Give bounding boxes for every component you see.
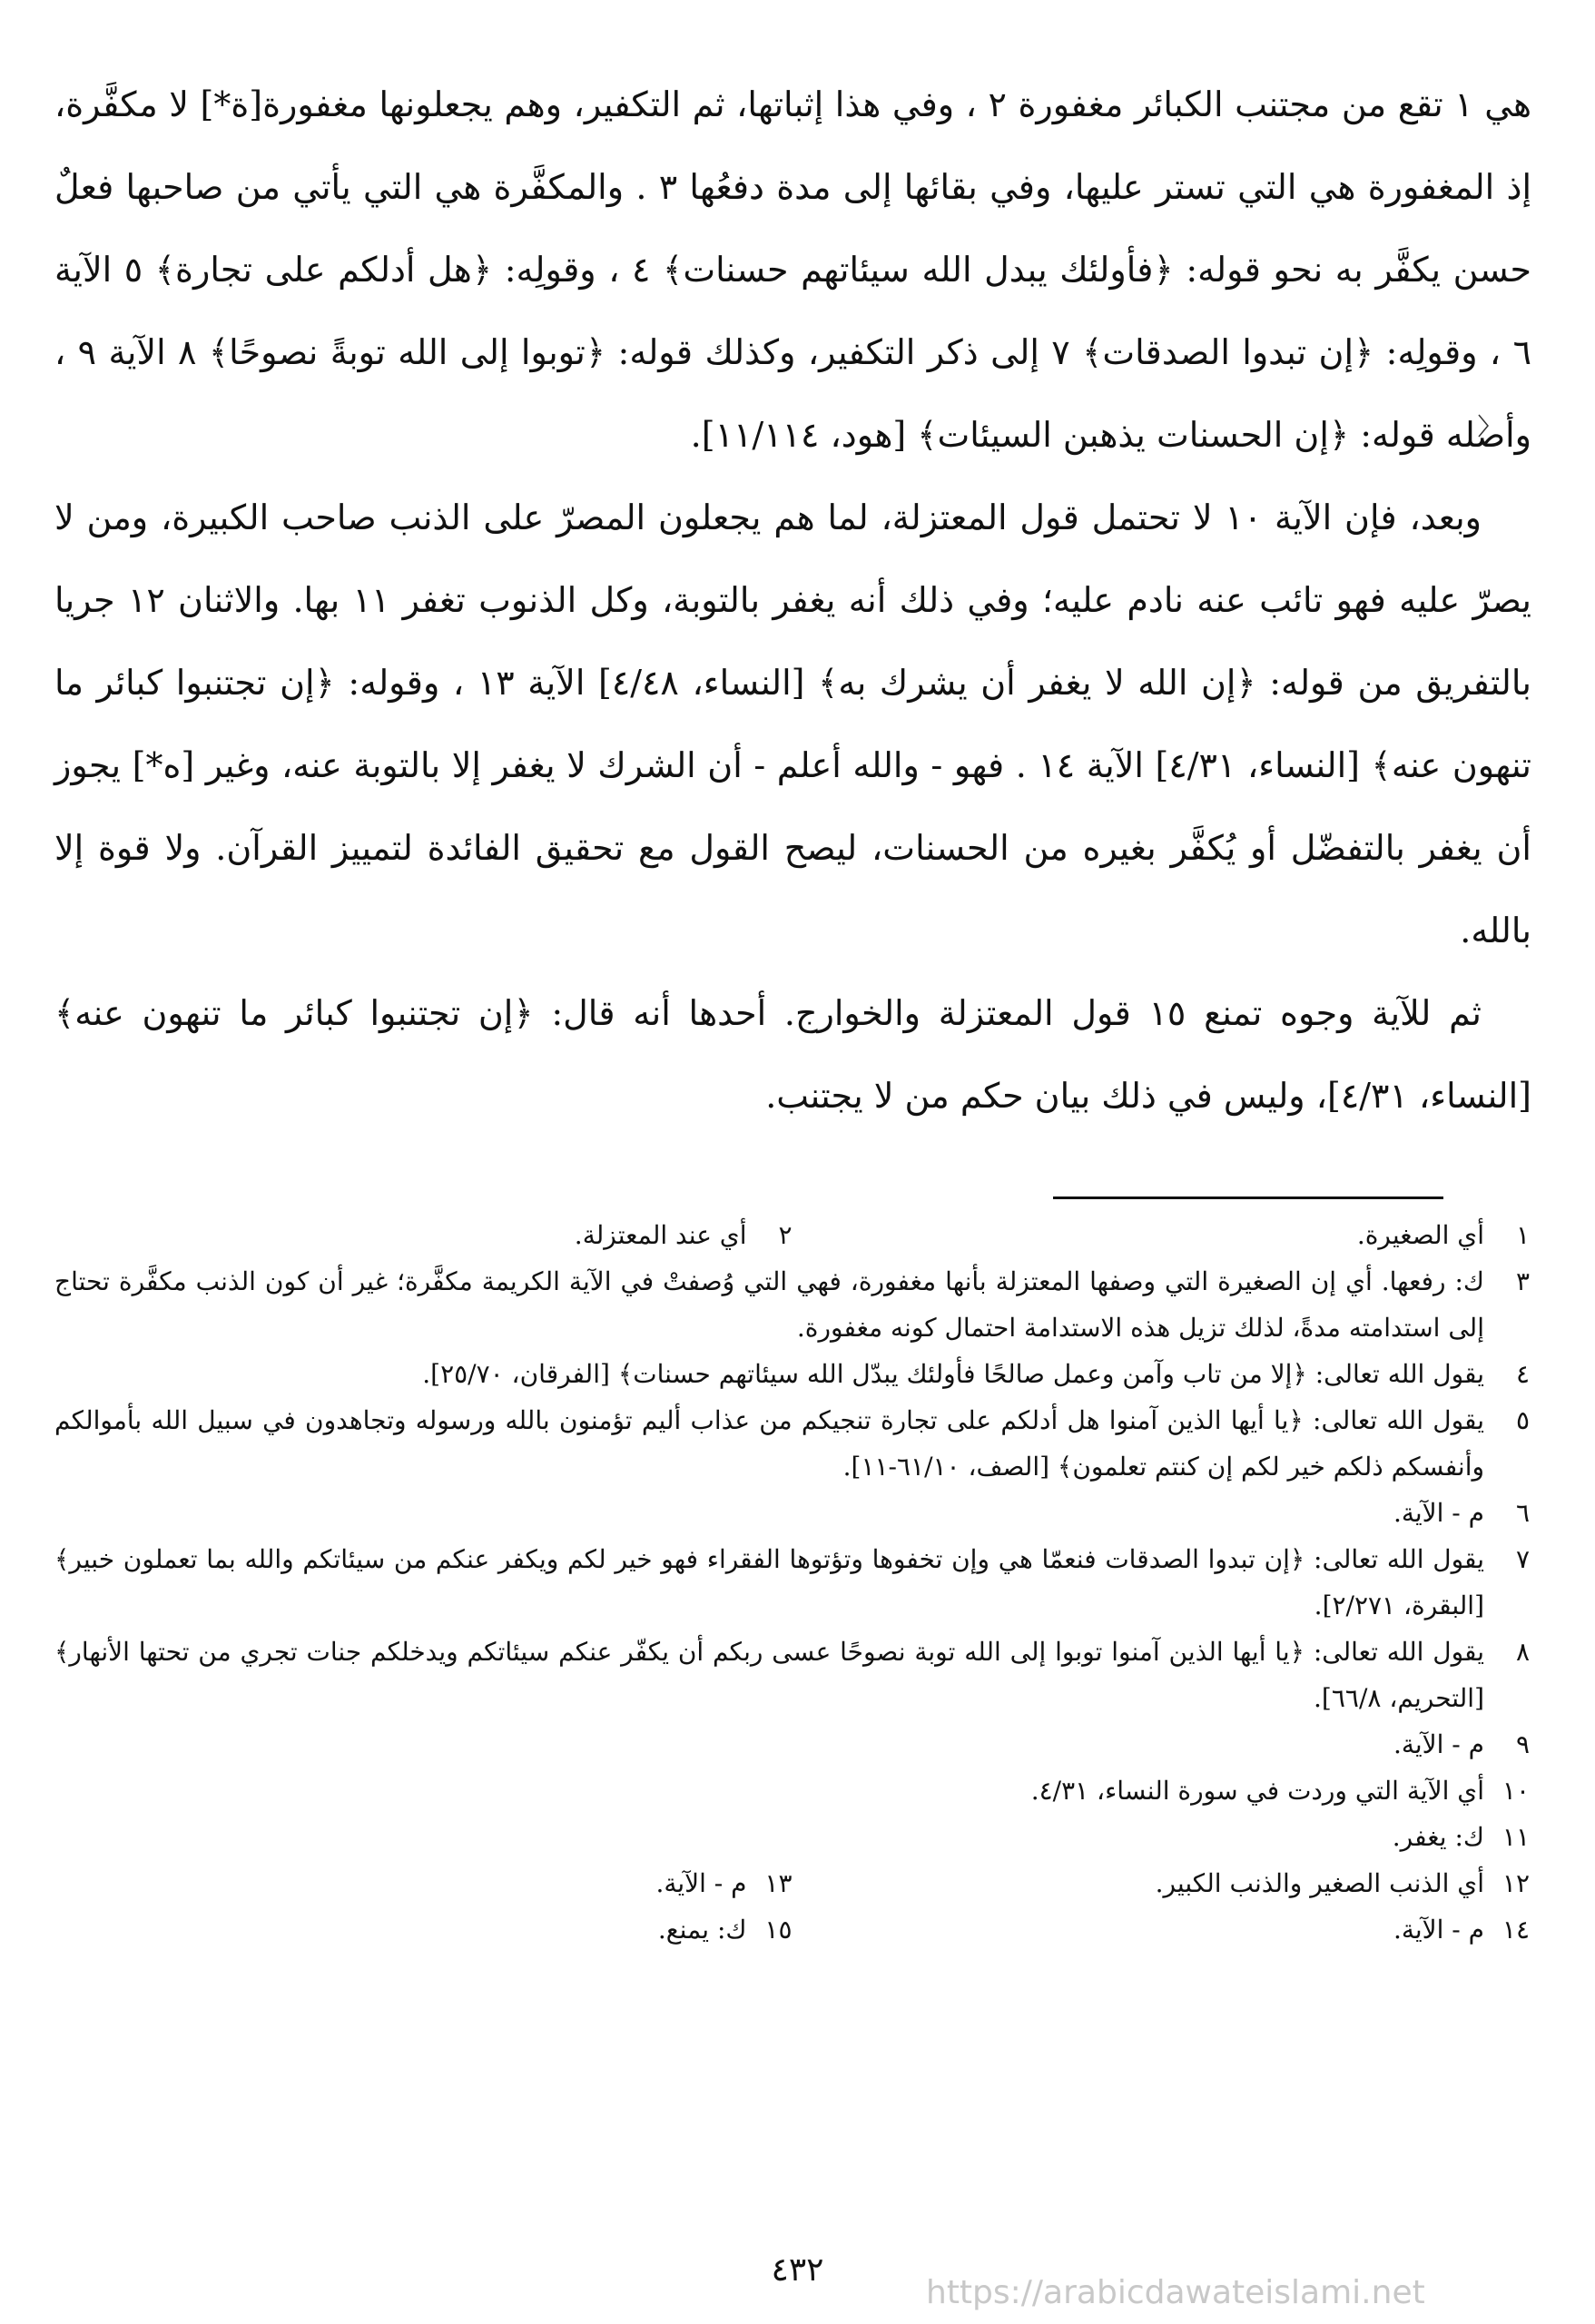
footnote-number: ٧ <box>1515 1544 1530 1574</box>
footnote-item <box>54 1906 793 1953</box>
footnote-text: م - الآية. <box>1393 1729 1484 1759</box>
footnote-text: م - الآية. <box>1393 1498 1484 1528</box>
footnote-text: ك: رفعها. أي إن الصغيرة التي وصفها المعتزلة بأنها مغفورة، فهي التي وُصفتْ في الآية الكريمة مكفَّرة؛ غير أن كون الذنب مكفَّرة تحتاج إلى استدامته مدةً، لذلك تزيل هذه الاستدامة احتمال كونه مغفورة. <box>54 1266 1484 1343</box>
footnote-item <box>54 1397 1530 1490</box>
footnote-row <box>54 1860 1530 1906</box>
paragraph-2: وبعد، فإن الآية ١٠ لا تحتمل قول المعتزلة، لما هم يجعلون المصرّ على الذنب صاحب الكبيرة، ومن لا يصرّ عليه فهو تائب عنه نادم عليه؛ وفي ذلك أنه يغفر بالتوبة، وكل الذنوب تغفر ١١ بها. والاثنان ١٢ جريا بالتفريق من قوله: ﴿إن الله لا يغفر أن يشرك به﴾ [النساء، ٤/٤٨] الآية ١٣ ، وقوله: ﴿إن تجتنبوا كبائر ما تنهون عنه﴾ [النساء، ٤/٣١] الآية ١٤ . فهو - والله أعلم - أن الشرك لا يغفر إلا بالتوبة عنه، وغير [ه*] يجوز أن يغفر بالتفضّل أو يُكفَّر بغيره من الحسنات، ليصح القول مع تحقيق الفائدة لتمييز القرآن. ولا قوة إلا بالله. <box>54 497 1531 950</box>
footnote-text: أي الآية التي وردت في سورة النساء، ٤/٣١. <box>1030 1776 1484 1806</box>
footnote-item <box>54 1860 793 1906</box>
footnote-item <box>793 1860 1531 1906</box>
paragraph-1: هي ١ تقع من مجتنب الكبائر مغفورة ٢ ، وفي هذا إثباتها، ثم التكفير، وهم يجعلونها مغفورة[ة*] لا مكفَّرة، إذ المغفورة هي التي تستر عليها، وفي بقائها إلى مدة دفعُها ٣ . والمكفَّرة هي التي يأتي من صاحبها فعلٌ حسن يكفَّر به نحو قوله: ﴿فأولئك يبدل الله سيئاتهم حسنات﴾ ٤ ، وقولِه: ﴿هل أدلكم على تجارة﴾ ٥ الآية ٦ ، وقولِه: ﴿إن تبدوا الصدقات﴾ ٧ إلى ذكر التكفير، وكذلك قوله: ﴿توبوا إلى الله توبةً نصوحًا﴾ ٨ الآية ٩ ، وأصله قوله: ﴿إن الحسنات يذهبن السيئات﴾ [هود، ١١/١١٤]. <box>54 84 1532 455</box>
footnote-text: يقول الله تعالى: ﴿إن تبدوا الصدقات فنعمّا هي وإن تخفوها وتؤتوها الفقراء فهو خير لكم ويكفر عنكم من سيئاتكم والله بما تعملون خبير﴾ [البقرة، ٢/٢٧١]. <box>54 1544 1485 1620</box>
footnote-item <box>793 1906 1531 1953</box>
footnote-item <box>54 1351 1530 1397</box>
footnote-item <box>54 1629 1530 1721</box>
page-number: ٤٣٢ <box>771 2251 824 2289</box>
footnote-item <box>54 1768 1530 1814</box>
footnote-number: ٣ <box>1515 1266 1530 1296</box>
footnote-item <box>54 1721 1530 1768</box>
footnote-text: أي الذنب الصغير والذنب الكبير. <box>1155 1868 1484 1898</box>
paragraph-3: ثم للآية وجوه تمنع ١٥ قول المعتزلة والخوارج. أحدها أنه قال: ﴿إن تجتنبوا كبائر ما تنهون عنه﴾ [النساء، ٤/٣١]، وليس في ذلك بيان حكم من لا يجتنب. <box>54 993 1531 1116</box>
watermark-url: https://arabicdawateislami.net <box>926 2274 1425 2311</box>
footnote-number: ١٠ <box>1501 1776 1530 1806</box>
footnote-number: ١٢ <box>1501 1868 1530 1898</box>
footnote-text: أي عند المعتزلة. <box>574 1220 747 1250</box>
footnote-text: م - الآية. <box>655 1868 747 1898</box>
footnote-number: ٩ <box>1515 1729 1530 1759</box>
footnote-number: ١٥ <box>764 1915 793 1945</box>
footnote-divider <box>1053 1196 1443 1199</box>
footnote-item <box>54 1814 1530 1860</box>
main-text-body <box>54 64 1531 1137</box>
footnote-text: ك: يمنع. <box>657 1915 747 1945</box>
footnote-number: ١١ <box>1501 1822 1530 1852</box>
footnote-row <box>54 1212 1530 1258</box>
footnote-number: ٢ <box>778 1220 793 1250</box>
footnote-number: ٥ <box>1515 1405 1530 1435</box>
footnote-number: ١٤ <box>1501 1915 1530 1945</box>
footnote-item <box>54 1536 1530 1629</box>
footnote-text: ك: يغفر. <box>1392 1822 1484 1852</box>
margin-bracket-icon <box>1476 413 1491 438</box>
footnote-text: يقول الله تعالى: ﴿إلا من تاب وآمن وعمل صالحًا فأولئك يبدّل الله سيئاتهم حسنات﴾ [الفرقان، ٢٥/٧٠]. <box>422 1359 1484 1389</box>
footnote-text: م - الآية. <box>1393 1915 1484 1945</box>
footnote-text: يقول الله تعالى: ﴿يا أيها الذين آمنوا هل أدلكم على تجارة تنجيكم من عذاب أليم تؤمنون بالله ورسوله وتجاهدون في سبيل الله بأموالكم وأنفسكم ذلكم خير لكم إن كنتم تعلمون﴾ [الصف، ٦١/١٠-١١]. <box>54 1405 1484 1482</box>
footnote-item <box>793 1212 1531 1258</box>
footnote-text: يقول الله تعالى: ﴿يا أيها الذين آمنوا توبوا إلى الله توبة نصوحًا عسى ربكم أن يكفّر عنكم سيئاتكم ويدخلكم جنات تجري من تحتها الأنهار﴾ [التحريم، ٦٦/٨]. <box>54 1637 1484 1713</box>
footnote-item <box>54 1490 1530 1536</box>
footnote-text: أي الصغيرة. <box>1356 1220 1484 1250</box>
footnote-number: ٨ <box>1515 1637 1530 1667</box>
footnote-number: ٤ <box>1515 1359 1530 1389</box>
footnote-number: ٦ <box>1515 1498 1530 1528</box>
footnote-row <box>54 1906 1530 1953</box>
footnote-item <box>54 1258 1530 1351</box>
footnote-number: ١ <box>1515 1220 1530 1250</box>
footnotes-section <box>54 1212 1530 1953</box>
footnote-number: ١٣ <box>764 1868 793 1898</box>
footnote-item <box>54 1212 793 1258</box>
